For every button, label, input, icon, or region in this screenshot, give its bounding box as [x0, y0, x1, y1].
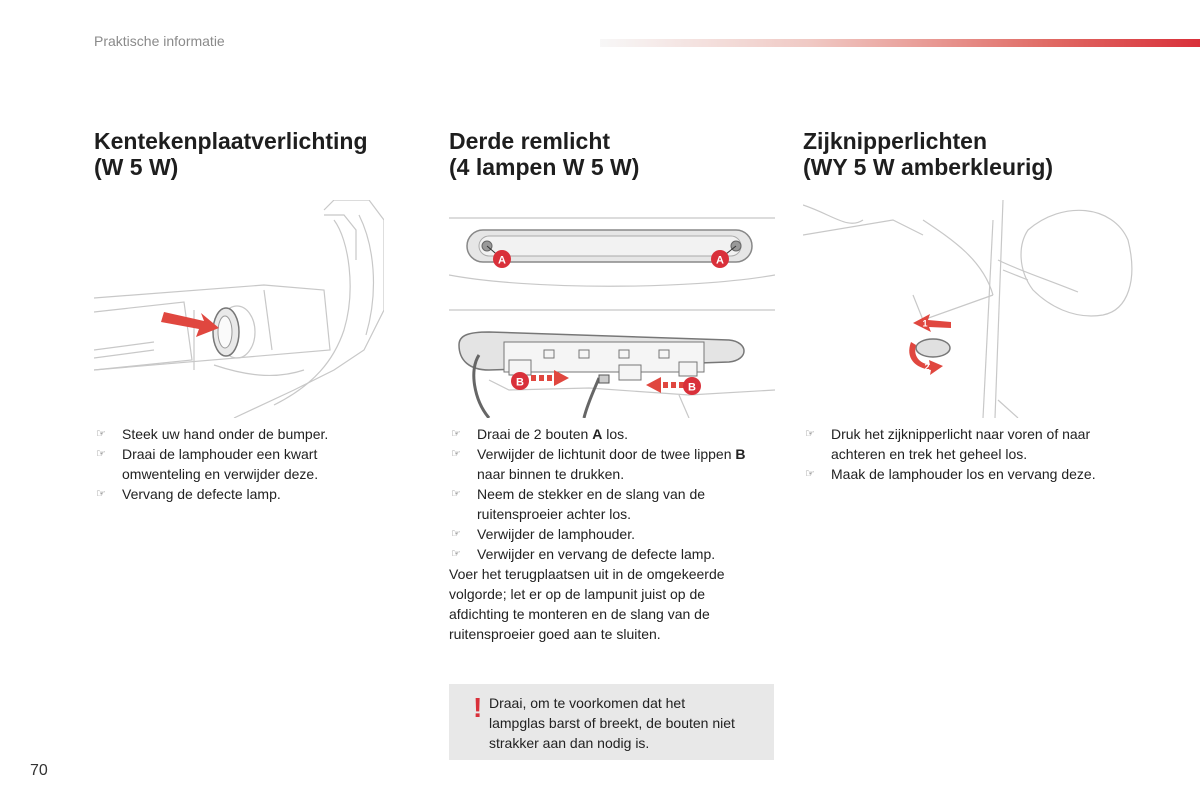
list-item: ☞ Druk het zijknipperlicht naar voren of naar — [805, 426, 1091, 442]
list-item: ☞ Neem de stekker en de slang van de — [451, 486, 706, 502]
label-b-left: B — [516, 376, 524, 389]
list-item-continuation: naar binnen te drukken. — [477, 466, 625, 482]
column-third-brake-light — [449, 128, 639, 180]
list-item: ☞ Verwijder en vervang de defecte lamp. — [451, 546, 716, 562]
steps-side-indicators — [803, 424, 1143, 484]
reassembly-paragraph: Voer het terugplaatsen uit in de omgekeerde volgorde; let er op de lampunit juist op de afdichting te monteren en de slang van de ruitensproeier goed aan te sluiten. — [449, 566, 725, 642]
list-item: ☞ Verwijder de lamphouder. — [451, 526, 635, 542]
license-plate-lamp-illustration — [94, 200, 384, 418]
label-b-right: B — [688, 381, 696, 394]
pointing-hand-icon: ☞ — [451, 428, 461, 440]
steps-third-brake-light — [449, 424, 779, 564]
warning-text: Draai, om te voorkomen dat het lampglas barst of breekt, de bouten niet strakker aan dan nodig is. — [489, 695, 735, 751]
list-item: ☞ Draai de lamphouder een kwart — [96, 446, 318, 462]
warning-box — [449, 684, 774, 760]
list-item: ☞ Vervang de defecte lamp. — [96, 486, 281, 502]
steps-license-plate — [94, 424, 394, 504]
pointing-hand-icon: ☞ — [805, 468, 815, 480]
pointing-hand-icon: ☞ — [96, 488, 106, 500]
list-item: ☞ Verwijder de lichtunit door de twee lippen B — [451, 446, 746, 462]
section-title: Praktische informatie — [94, 33, 225, 49]
pointing-hand-icon: ☞ — [451, 528, 461, 540]
header-accent-bar — [600, 39, 1200, 47]
list-item-continuation: ruitensproeier achter los. — [477, 506, 632, 522]
label-a-left: A — [498, 254, 506, 267]
list-item-continuation: achteren en trek het geheel los. — [831, 446, 1028, 462]
column-side-indicators — [803, 128, 1053, 180]
pointing-hand-icon: ☞ — [805, 428, 815, 440]
list-item: ☞ Draai de 2 bouten A los. — [451, 426, 629, 442]
label-a-right: A — [716, 254, 724, 267]
heading-side-indicators: Zijknipperlichten (WY 5 W amberkleurig) — [803, 128, 1054, 180]
list-item: ☞ Maak de lamphouder los en vervang deze. — [805, 466, 1096, 482]
column-license-plate — [94, 128, 368, 180]
pointing-hand-icon: ☞ — [451, 448, 461, 460]
list-item-continuation: omwenteling en verwijder deze. — [122, 466, 319, 482]
pointing-hand-icon: ☞ — [96, 428, 106, 440]
page-number: 70 — [30, 762, 48, 779]
heading-third-brake-light: Derde remlicht (4 lampen W 5 W) — [449, 128, 640, 180]
pointing-hand-icon: ☞ — [451, 548, 461, 560]
pointing-hand-icon: ☞ — [96, 448, 106, 460]
warning-exclamation-icon: ! — [473, 692, 483, 723]
step-1-label: 1 — [922, 318, 928, 329]
side-indicator-illustration — [803, 200, 1133, 418]
pointing-hand-icon: ☞ — [451, 488, 461, 500]
heading-license-plate: Kentekenplaatverlichting (W 5 W) — [94, 128, 368, 180]
third-brake-light-illustration — [449, 210, 775, 418]
list-item: ☞ Steek uw hand onder de bumper. — [96, 426, 329, 442]
step-2-label: 2 — [924, 362, 930, 372]
